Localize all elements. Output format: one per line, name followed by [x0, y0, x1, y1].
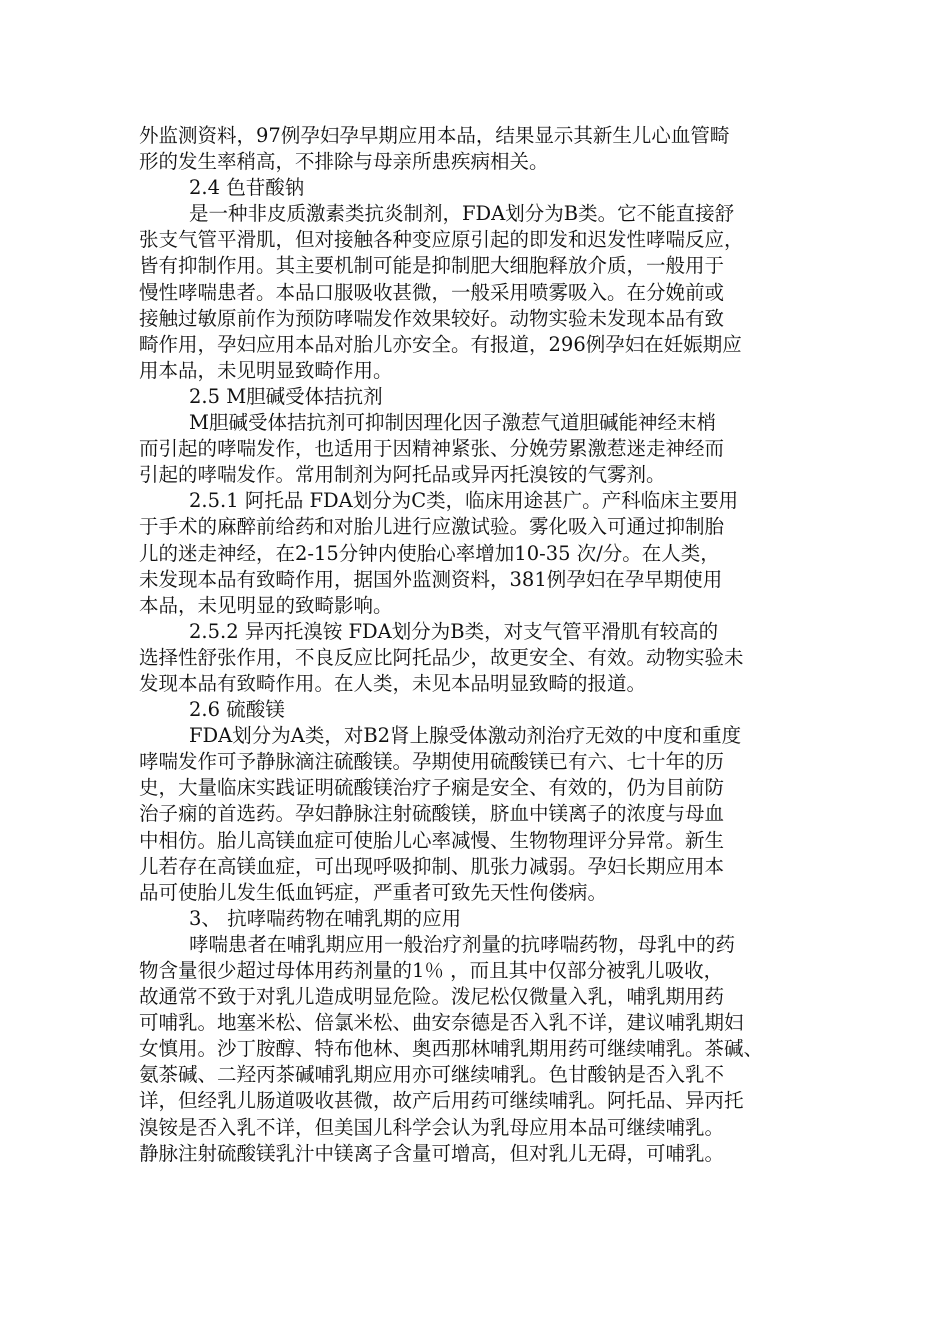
text-line: 而引起的哮喘发作，也适用于因精神紧张、分娩劳累激惹迷走神经而 — [139, 437, 725, 461]
text-line: 用本品，未见明显致畸作用。 — [139, 358, 393, 382]
text-line: 治子痫的首选药。孕妇静脉注射硫酸镁，脐血中镁离子的浓度与母血 — [139, 802, 725, 826]
text-line: 哮喘患者在哺乳期应用一般治疗剂量的抗哮喘药物，母乳中的药 — [189, 932, 736, 956]
text-line: 慢性哮喘患者。本品口服吸收甚微，一般采用喷雾吸入。在分娩前或 — [139, 280, 725, 304]
text-line: 是一种非皮质激素类抗炎制剂，FDA划分为B类。它不能直接舒 — [189, 202, 735, 226]
text-line: 张支气管平滑肌，但对接触各种变应原引起的即发和迟发性哮喘反应， — [139, 228, 744, 252]
text-line: 3、 抗哮喘药物在哺乳期的应用 — [189, 906, 462, 930]
text-line: FDA划分为A类，对B2肾上腺受体激动剂治疗无效的中度和重度 — [189, 724, 742, 748]
text-line: 静脉注射硫酸镁乳汁中镁离子含量可增高，但对乳儿无碍，可哺乳。 — [139, 1141, 725, 1165]
text-line: 选择性舒张作用，不良反应比阿托品少，故更安全、有效。动物实验未 — [139, 645, 744, 669]
text-line: 溴铵是否入乳不详，但美国儿科学会认为乳母应用本品可继续哺乳。 — [139, 1115, 725, 1139]
text-line: 2.5.2 异丙托溴铵 FDA划分为B类，对支气管平滑肌有较高的 — [189, 619, 719, 643]
text-line: 畸作用，孕妇应用本品对胎儿亦安全。有报道，296例孕妇在妊娠期应 — [139, 332, 742, 356]
text-line: 本品，未见明显的致畸影响。 — [139, 593, 393, 617]
text-line: 2.4 色苷酸钠 — [189, 176, 305, 200]
text-line: 可哺乳。地塞米松、倍氯米松、曲安奈德是否入乳不详，建议哺乳期妇 — [139, 1011, 744, 1035]
text-line: 详，但经乳儿肠道吸收甚微，故产后用药可继续哺乳。阿托品、异丙托 — [139, 1089, 744, 1113]
text-line: 发现本品有致畸作用。在人类，未见本品明显致畸的报道。 — [139, 671, 647, 695]
text-line: 未发现本品有致畸作用，据国外监测资料，381例孕妇在孕早期使用 — [139, 567, 723, 591]
text-line: 2.5 M胆碱受体拮抗剂 — [189, 384, 383, 408]
text-line: 形的发生率稍高，不排除与母亲所患疾病相关。 — [139, 150, 549, 174]
text-line: 2.6 硫酸镁 — [189, 698, 285, 722]
text-line: 史，大量临床实践证明硫酸镁治疗子痫是安全、有效的，仍为目前防 — [139, 776, 725, 800]
text-line: 氨茶碱、二羟丙茶碱哺乳期应用亦可继续哺乳。色甘酸钠是否入乳不 — [139, 1063, 725, 1087]
text-line: 接触过敏原前作为预防哮喘发作效果较好。动物实验未发现本品有致 — [139, 306, 725, 330]
document-body — [139, 123, 811, 1167]
text-line: 儿的迷走神经，在2-15分钟内使胎心率增加10-35 次/分。在人类， — [139, 541, 720, 565]
text-line: 于手术的麻醉前给药和对胎儿进行应激试验。雾化吸入可通过抑制胎 — [139, 515, 725, 539]
text-line: 儿若存在高镁血症，可出现呼吸抑制、肌张力减弱。孕妇长期应用本 — [139, 854, 725, 878]
text-line: 外监测资料，97例孕妇孕早期应用本品，结果显示其新生儿心血管畸 — [139, 124, 730, 147]
text-line: 哮喘发作可予静脉滴注硫酸镁。孕期使用硫酸镁已有六、七十年的历 — [139, 750, 725, 774]
text-line: 引起的哮喘发作。常用制剂为阿托品或异丙托溴铵的气雾剂。 — [139, 463, 666, 487]
text-line: 故通常不致于对乳儿造成明显危险。泼尼松仅微量入乳，哺乳期用药 — [139, 985, 725, 1009]
text-line: 品可使胎儿发生低血钙症，严重者可致先天性佝偻病。 — [139, 880, 608, 904]
text-line: 女慎用。沙丁胺醇、特布他林、奥西那林哺乳期用药可继续哺乳。茶碱、 — [139, 1037, 764, 1061]
text-line: 2.5.1 阿托品 FDA划分为C类，临床用途甚广。产科临床主要用 — [189, 489, 739, 513]
text-line: 中相仿。胎儿高镁血症可使胎儿心率减慢、生物物理评分异常。新生 — [139, 828, 725, 852]
text-line: 皆有抑制作用。其主要机制可能是抑制肥大细胞释放介质，一般用于 — [139, 254, 725, 278]
text-line: 物含量很少超过母体用药剂量的1％ ，而且其中仅部分被乳儿吸收， — [139, 959, 724, 982]
text-line: M胆碱受体拮抗剂可抑制因理化因子激惹气道胆碱能神经末梢 — [189, 411, 716, 435]
